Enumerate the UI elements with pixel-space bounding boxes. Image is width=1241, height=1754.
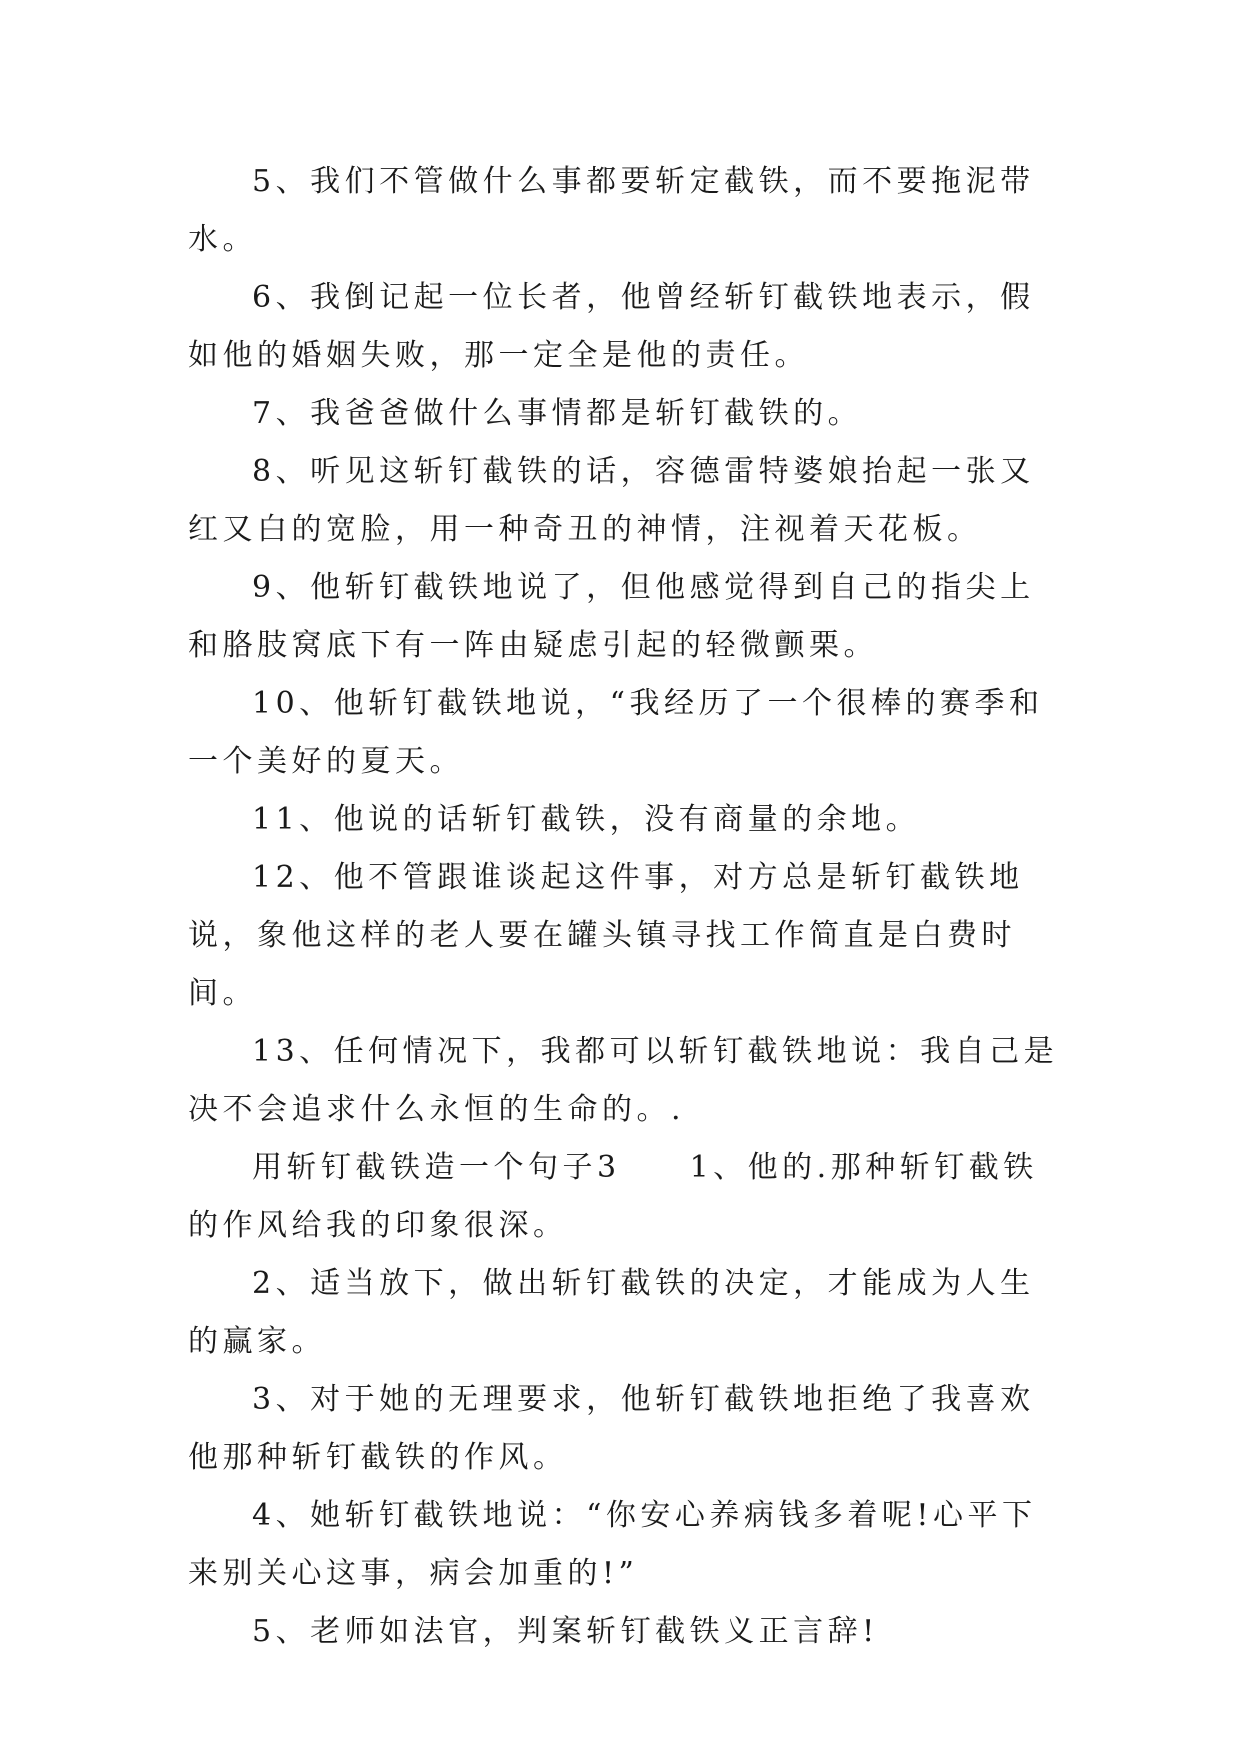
paragraph-6: 10、他斩钉截铁地说，“我经历了一个很棒的赛季和一个美好的夏天。 [188,686,1044,779]
paragraph-8: 12、他不管跟谁谈起这件事，对方总是斩钉截铁地说，象他这样的老人要在罐头镇寻找工作简直是白费时间。 [188,860,1024,1011]
paragraph-10: 用斩钉截铁造一个句子3 1、他的.那种斩钉截铁的作风给我的印象很深。 [188,1150,1038,1243]
paragraph-13: 4、她斩钉截铁地说：“你安心养病钱多着呢!心平下来别关心这事，病会加重的!” [188,1498,1037,1591]
paragraph-5: 9、他斩钉截铁地说了，但他感觉得到自己的指尖上和胳肢窝底下有一阵由疑虑引起的轻微颤栗。 [188,570,1035,663]
paragraph-3: 7、我爸爸做什么事情都是斩钉截铁的。 [252,396,863,431]
paragraph-7: 11、他说的话斩钉截铁，没有商量的余地。 [252,802,921,837]
document-body [188,153,1068,1661]
paragraph-14: 5、老师如法官，判案斩钉截铁义正言辞! [252,1614,879,1649]
paragraph-12: 3、对于她的无理要求，他斩钉截铁地拒绝了我喜欢他那种斩钉截铁的作风。 [188,1382,1035,1475]
paragraph-11: 2、适当放下，做出斩钉截铁的决定，才能成为人生的赢家。 [188,1266,1035,1359]
paragraph-2: 6、我倒记起一位长者，他曾经斩钉截铁地表示，假如他的婚姻失败，那一定全是他的责任。 [188,280,1035,373]
paragraph-4: 8、听见这斩钉截铁的话，容德雷特婆娘抬起一张又红又白的宽脸，用一种奇丑的神情，注视着天花板。 [188,454,1035,547]
paragraph-1: 5、我们不管做什么事都要斩定截铁，而不要拖泥带水。 [188,164,1035,257]
paragraph-9: 13、任何情况下，我都可以斩钉截铁地说：我自己是决不会追求什么永恒的生命的。. [188,1034,1059,1127]
